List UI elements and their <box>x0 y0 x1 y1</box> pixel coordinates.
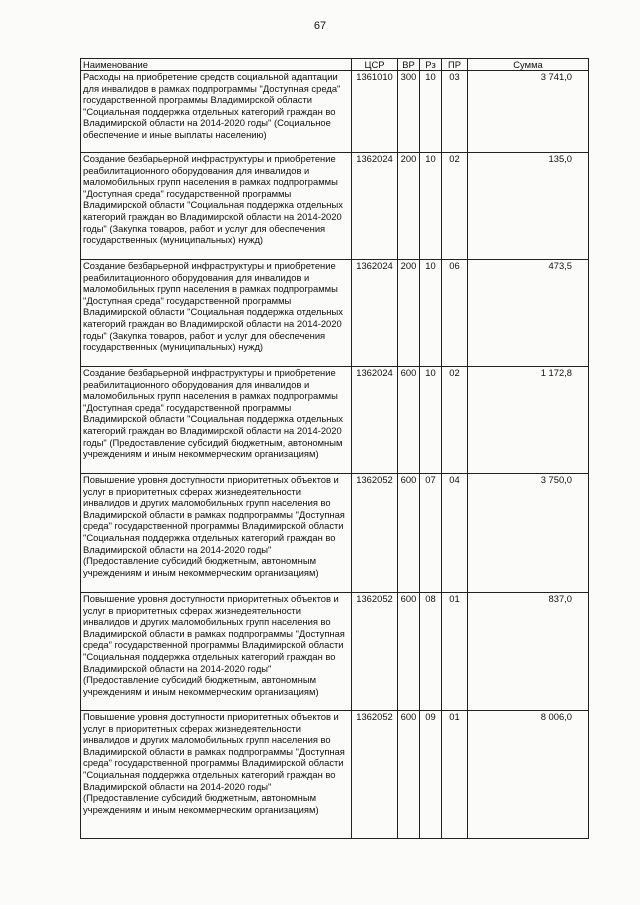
row-name: Повышение уровня доступности приоритетных объектов и услуг в приоритетных сферах жизнедеятельности инвалидов и других маломобильных групп населения во Владимирской области в рамках подпрограммы "Доступная среда" государственной программы Владимирской области "Социальная поддержка отдельных категорий граждан во Владимирской области на 2014-2020 годы" (Предоставление субсидий бюджетным, автономным учреждениям и иным некоммерческим организациям) <box>81 474 352 593</box>
row-name: Расходы на приобретение средств социальной адаптации для инвалидов в рамках подпрограммы "Доступная среда" государственной программы Владимирской области "Социальная поддержка отдельных категорий граждан во Владимирской области на 2014-2020 годы" (Социальное обеспечение и иные выплаты населению) <box>81 71 352 153</box>
table-row <box>81 474 589 593</box>
table-row <box>81 711 589 839</box>
row-sum: 3 741,0 <box>468 71 589 153</box>
row-rz: 07 <box>420 474 442 593</box>
row-pr: 03 <box>442 71 468 153</box>
row-rz: 08 <box>420 593 442 711</box>
row-name: Создание безбарьерной инфраструктуры и приобретение реабилитационного оборудования для инвалидов и маломобильных групп населения в рамках подпрограммы "Доступная среда" государственной программы Владимирской области "Социальная поддержка отдельных категорий граждан во Владимирской области на 2014-2020 годы" (Предоставление субсидий бюджетным, автономным учреждениям и иным некоммерческим организациям) <box>81 367 352 474</box>
row-csr: 1361010 <box>352 71 398 153</box>
page-number: 67 <box>313 20 327 32</box>
table-row <box>81 153 589 260</box>
table-row <box>81 71 589 153</box>
row-csr: 1362052 <box>352 474 398 593</box>
row-vr: 300 <box>398 71 420 153</box>
row-sum: 837,0 <box>468 593 589 711</box>
header-pr: ПР <box>442 59 468 71</box>
row-sum: 8 006,0 <box>468 711 589 839</box>
row-sum: 3 750,0 <box>468 474 589 593</box>
row-rz: 10 <box>420 260 442 367</box>
row-sum: 135,0 <box>468 153 589 260</box>
header-csr: ЦСР <box>352 59 398 71</box>
row-vr: 600 <box>398 593 420 711</box>
header-sum: Сумма <box>468 59 589 71</box>
row-pr: 04 <box>442 474 468 593</box>
table-row <box>81 367 589 474</box>
row-csr: 1362024 <box>352 367 398 474</box>
row-name: Создание безбарьерной инфраструктуры и приобретение реабилитационного оборудования для инвалидов и маломобильных групп населения в рамках подпрограммы "Доступная среда" государственной программы Владимирской области "Социальная поддержка отдельных категорий граждан во Владимирской области на 2014-2020 годы" (Закупка товаров, работ и услуг для обеспечения государственных (муниципальных) нужд) <box>81 153 352 260</box>
table-header-row <box>81 59 589 71</box>
row-pr: 01 <box>442 593 468 711</box>
row-rz: 09 <box>420 711 442 839</box>
row-pr: 01 <box>442 711 468 839</box>
budget-table <box>80 58 589 839</box>
row-name: Повышение уровня доступности приоритетных объектов и услуг в приоритетных сферах жизнедеятельности инвалидов и других маломобильных групп населения во Владимирской области в рамках подпрограммы "Доступная среда" государственной программы Владимирской области "Социальная поддержка отдельных категорий граждан во Владимирской области на 2014-2020 годы" (Предоставление субсидий бюджетным, автономным учреждениям и иным некоммерческим организациям) <box>81 593 352 711</box>
row-name: Повышение уровня доступности приоритетных объектов и услуг в приоритетных сферах жизнедеятельности инвалидов и других маломобильных групп населения во Владимирской области в рамках подпрограммы "Доступная среда" государственной программы Владимирской области "Социальная поддержка отдельных категорий граждан во Владимирской области на 2014-2020 годы" (Предоставление субсидий бюджетным, автономным учреждениям и иным некоммерческим организациям) <box>81 711 352 839</box>
row-vr: 600 <box>398 711 420 839</box>
row-sum: 1 172,8 <box>468 367 589 474</box>
row-name: Создание безбарьерной инфраструктуры и приобретение реабилитационного оборудования для инвалидов и маломобильных групп населения в рамках подпрограммы "Доступная среда" государственной программы Владимирской области "Социальная поддержка отдельных категорий граждан во Владимирской области на 2014-2020 годы" (Закупка товаров, работ и услуг для обеспечения государственных (муниципальных) нужд) <box>81 260 352 367</box>
budget-table-container <box>80 58 588 839</box>
row-pr: 02 <box>442 367 468 474</box>
row-vr: 600 <box>398 474 420 593</box>
row-csr: 1362052 <box>352 593 398 711</box>
row-pr: 06 <box>442 260 468 367</box>
row-csr: 1362052 <box>352 711 398 839</box>
row-rz: 10 <box>420 71 442 153</box>
row-vr: 600 <box>398 367 420 474</box>
header-name: Наименование <box>81 59 352 71</box>
header-vr: ВР <box>398 59 420 71</box>
header-rz: Рз <box>420 59 442 71</box>
row-rz: 10 <box>420 153 442 260</box>
table-row <box>81 593 589 711</box>
row-vr: 200 <box>398 153 420 260</box>
row-csr: 1362024 <box>352 153 398 260</box>
row-pr: 02 <box>442 153 468 260</box>
row-rz: 10 <box>420 367 442 474</box>
table-row <box>81 260 589 367</box>
row-sum: 473,5 <box>468 260 589 367</box>
row-csr: 1362024 <box>352 260 398 367</box>
row-vr: 200 <box>398 260 420 367</box>
